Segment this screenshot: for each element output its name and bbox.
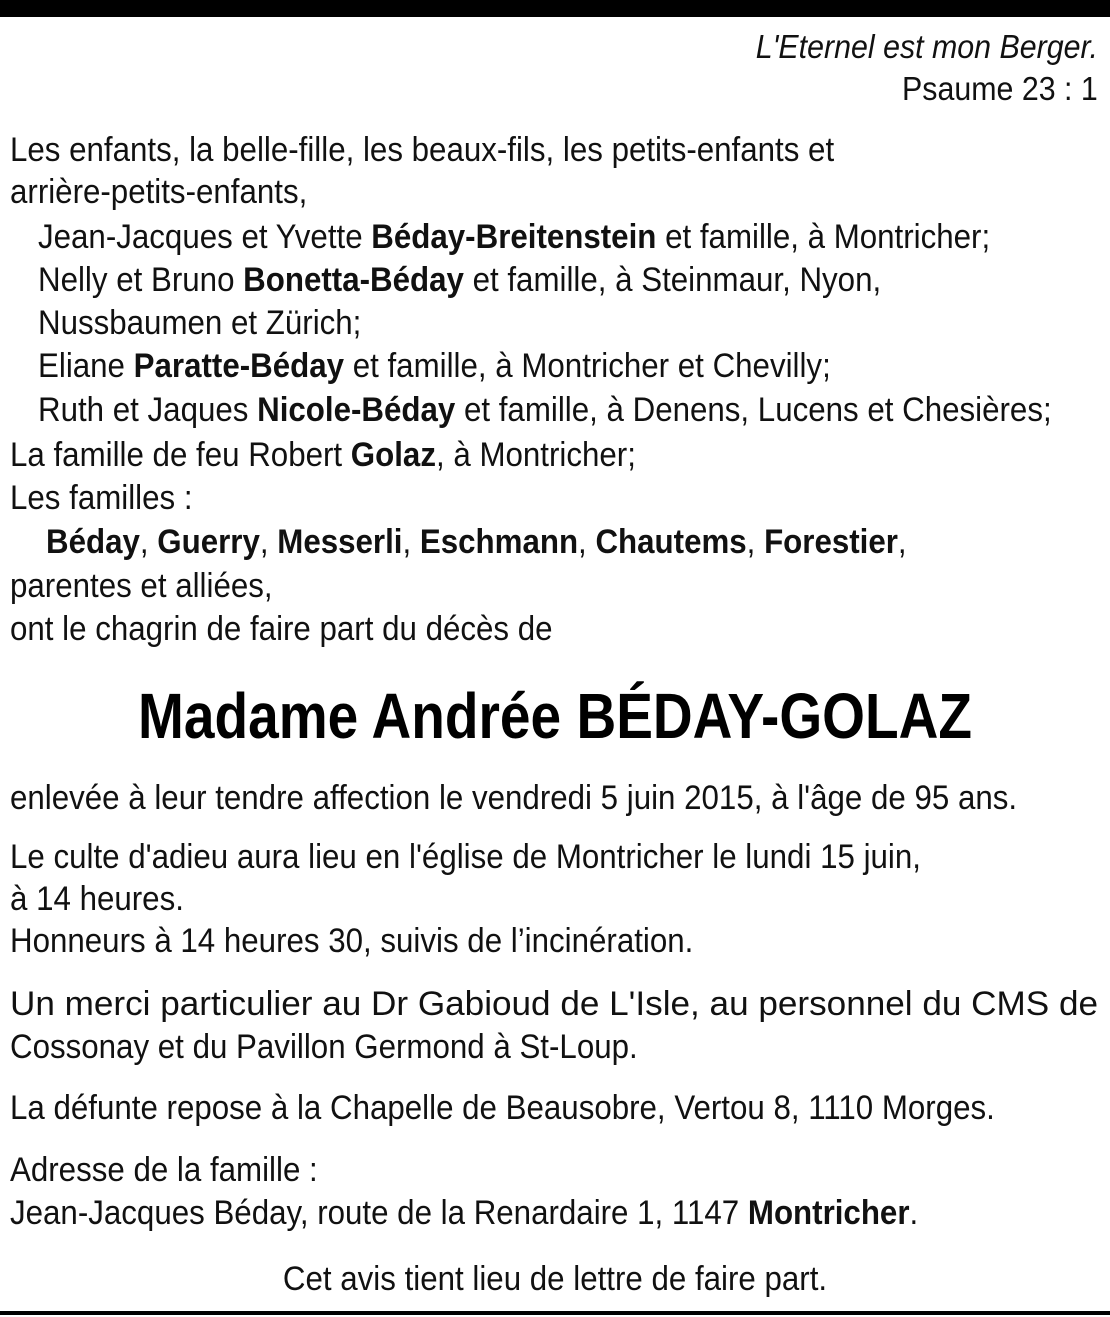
- family-line-5-prefix: Ruth et Jaques: [38, 391, 258, 429]
- surnames-trailing-comma: ,: [897, 523, 907, 561]
- surname-4: Eschmann: [419, 523, 579, 561]
- late-family-suffix: , à Montricher;: [435, 436, 636, 474]
- announcement-line: ont le chagrin de faire part du décès de: [10, 610, 553, 648]
- address-town: Montricher: [747, 1194, 910, 1232]
- deceased-name: Madame Andrée BÉDAY-GOLAZ: [138, 680, 972, 752]
- late-family-surname: Golaz: [350, 436, 436, 474]
- address-period: .: [909, 1194, 919, 1232]
- address-line: [10, 1192, 918, 1234]
- surname-6: Forestier: [764, 523, 898, 561]
- epigraph-reference: Psaume 23 : 1: [902, 70, 1098, 107]
- surname-separator: ,: [578, 523, 596, 561]
- service-line-1: Le culte d'adieu aura lieu en l'église de Montricher le lundi 15 juin,: [10, 838, 921, 876]
- thanks-line-2: Cossonay et du Pavillon Germond à St-Loup.: [10, 1028, 638, 1066]
- family-line-1: [38, 216, 990, 258]
- family-line-1-surname: Béday-Breitenstein: [371, 218, 657, 256]
- relatives-line: parentes et alliées,: [10, 567, 273, 605]
- mourners-intro-line-1: Les enfants, la belle-fille, les beaux-fils, les petits-enfants et: [10, 131, 835, 169]
- thanks-line-1-text: Un merci particulier au Dr Gabioud de L'Isle, au personnel du CMS de: [10, 985, 1098, 1023]
- passing-line: enlevée à leur tendre affection le vendredi 5 juin 2015, à l'âge de 95 ans.: [10, 779, 1018, 817]
- surname-3: Messerli: [277, 523, 403, 561]
- surname-separator: ,: [259, 523, 278, 561]
- family-line-4-suffix: et famille, à Montricher et Chevilly;: [344, 347, 831, 385]
- surname-1: Béday: [46, 523, 140, 561]
- family-line-1-suffix: et famille, à Montricher;: [656, 218, 991, 256]
- honours-line: Honneurs à 14 heures 30, suivis de l’incinération.: [10, 922, 694, 960]
- family-line-3: [38, 302, 361, 344]
- late-family-prefix: La famille de feu Robert: [10, 436, 351, 474]
- mourners-intro-line-2: arrière-petits-enfants,: [10, 173, 308, 211]
- surnames-line: [46, 521, 907, 563]
- surname-5: Chautems: [595, 523, 747, 561]
- family-line-2-prefix: Nelly et Bruno: [38, 261, 244, 299]
- family-line-4-surname: Paratte-Béday: [133, 347, 345, 385]
- family-line-3-text: Nussbaumen et Zürich;: [38, 304, 362, 342]
- address-street: Jean-Jacques Béday, route de la Renardaire 1, 1147: [10, 1194, 748, 1232]
- late-family-line: [10, 434, 636, 476]
- top-border-rule: [0, 0, 1110, 17]
- family-line-4: [38, 345, 831, 387]
- address-label: Adresse de la famille :: [10, 1151, 318, 1189]
- family-line-2: [38, 259, 881, 301]
- family-line-5-suffix: et famille, à Denens, Lucens et Chesières;: [455, 391, 1052, 429]
- service-line-2: à 14 heures.: [10, 880, 184, 918]
- surname-separator: ,: [746, 523, 765, 561]
- bottom-border-rule: [0, 1311, 1110, 1315]
- closing-line: Cet avis tient lieu de lettre de faire part.: [282, 1260, 828, 1298]
- surname-separator: ,: [402, 523, 420, 561]
- family-line-4-prefix: Eliane: [38, 347, 134, 385]
- surname-separator: ,: [139, 523, 158, 561]
- families-label: Les familles :: [10, 479, 193, 517]
- family-line-5: [38, 389, 1052, 431]
- thanks-line-1: [10, 983, 1098, 1025]
- epigraph-verse: L'Eternel est mon Berger.: [755, 28, 1098, 65]
- surname-2: Guerry: [157, 523, 260, 561]
- family-line-1-prefix: Jean-Jacques et Yvette: [38, 218, 372, 256]
- family-line-5-surname: Nicole-Béday: [257, 391, 456, 429]
- family-line-2-surname: Bonetta-Béday: [243, 261, 464, 299]
- family-line-2-suffix: et famille, à Steinmaur, Nyon,: [463, 261, 882, 299]
- repose-line: La défunte repose à la Chapelle de Beausobre, Vertou 8, 1110 Morges.: [10, 1089, 995, 1127]
